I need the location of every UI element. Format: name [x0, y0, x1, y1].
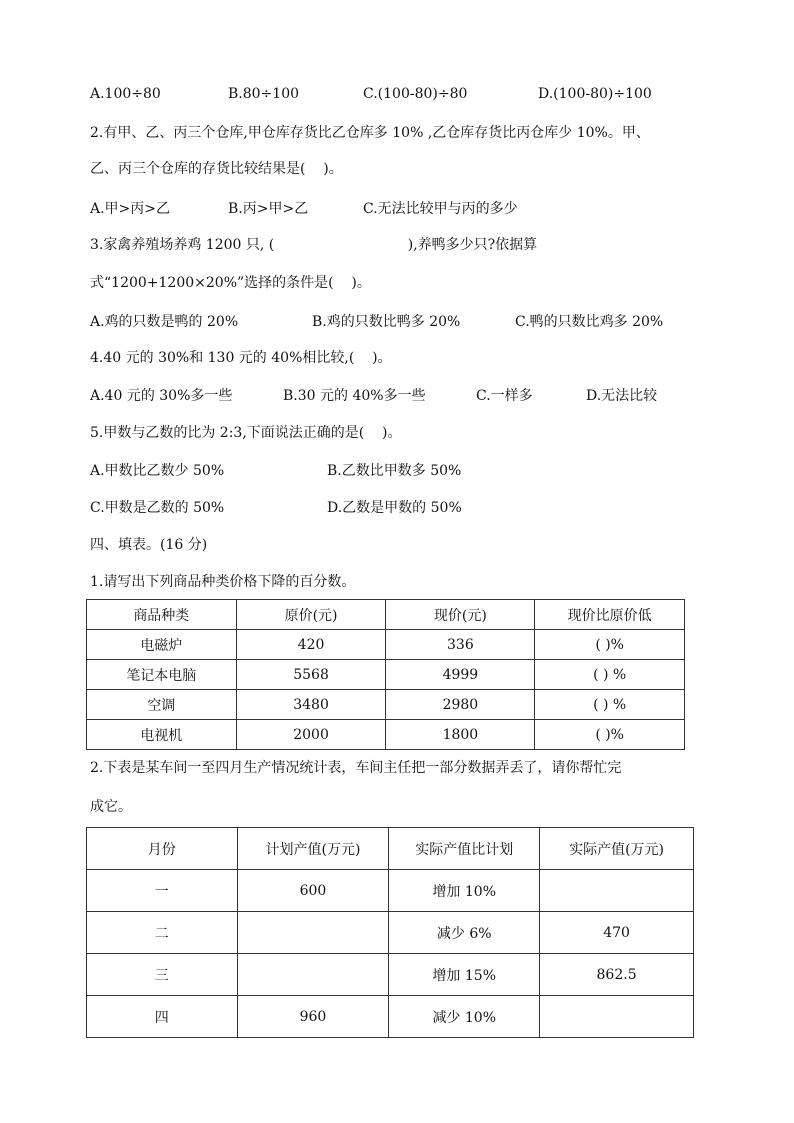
table-header-cell: 现价(元) [386, 600, 535, 630]
table-header-row [87, 828, 694, 870]
table-cell: 三 [87, 954, 238, 996]
q2-option-c: C.无法比较甲与丙的多少 [363, 201, 518, 217]
section-heading: 四、填表。(16 分) [90, 537, 208, 553]
q5-option-c: C.甲数是乙数的 50% [90, 500, 225, 516]
table-cell: 一 [87, 870, 238, 912]
q4-option-c: C.一样多 [476, 388, 533, 404]
table-cell: 420 [236, 630, 386, 660]
table-cell: 电视机 [87, 720, 237, 750]
answer-cell[interactable] [540, 996, 694, 1038]
q4-option-d: D.无法比较 [586, 388, 658, 404]
q2-option-b: B.丙>甲>乙 [228, 201, 309, 217]
table-row [87, 690, 685, 720]
table-header-cell: 计划产值(万元) [237, 828, 389, 870]
q4-option-a: A.40 元的 30%多一些 [90, 388, 233, 404]
q5-line1: 5.甲数与乙数的比为 2:3,下面说法正确的是( )。 [90, 425, 402, 441]
table-header-cell: 现价比原价低 [535, 600, 685, 630]
table-cell: 增加 10% [389, 870, 540, 912]
table-header-cell: 月份 [87, 828, 238, 870]
table-row [87, 954, 694, 996]
q2-option-a: A.甲>丙>乙 [90, 201, 171, 217]
table-header-cell: 实际产值(万元) [540, 828, 694, 870]
production-table [86, 827, 694, 1038]
table-cell: 470 [540, 912, 694, 954]
table-header-cell: 原价(元) [236, 600, 386, 630]
q1-option-a: A.100÷80 [90, 86, 161, 102]
answer-blank[interactable]: ( )% [535, 720, 685, 750]
table-cell: 减少 10% [389, 996, 540, 1038]
table-cell: 600 [237, 870, 389, 912]
table-row [87, 660, 685, 690]
answer-cell[interactable] [237, 954, 389, 996]
table-cell: 336 [386, 630, 535, 660]
table-header-row [87, 600, 685, 630]
table-row [87, 630, 685, 660]
q3-option-c: C.鸭的只数比鸡多 20% [515, 314, 664, 330]
table-cell: 减少 6% [389, 912, 540, 954]
table-cell: 笔记本电脑 [87, 660, 237, 690]
answer-cell[interactable] [540, 870, 694, 912]
table-cell: 862.5 [540, 954, 694, 996]
q5-option-d: D.乙数是甲数的 50% [327, 500, 462, 516]
answer-blank[interactable]: ( ) % [535, 660, 685, 690]
table-cell: 1800 [386, 720, 535, 750]
q5-option-a: A.甲数比乙数少 50% [90, 463, 225, 479]
table-cell: 空调 [87, 690, 237, 720]
table-cell: 4999 [386, 660, 535, 690]
table-cell: 2980 [386, 690, 535, 720]
table2-intro-line2: 成它。 [90, 799, 132, 815]
table-header-cell: 实际产值比计划 [389, 828, 540, 870]
q3-line2: 式“1200+1200×20%”选择的条件是( )。 [90, 275, 371, 291]
table-header-cell: 商品种类 [87, 600, 237, 630]
table2-intro-line1: 2.下表是某车间一至四月生产情况统计表，车间主任把一部分数据弄丢了，请你帮忙完 [90, 760, 622, 776]
price-table [86, 599, 685, 750]
answer-cell[interactable] [237, 912, 389, 954]
table-row [87, 720, 685, 750]
table-cell: 电磁炉 [87, 630, 237, 660]
q3-line1: 3.家禽养殖场养鸡 1200 只, ( ),养鸭多少只?依据算 [90, 237, 538, 253]
table-cell: 960 [237, 996, 389, 1038]
table-row [87, 996, 694, 1038]
answer-blank[interactable]: ( )% [535, 630, 685, 660]
q4-option-b: B.30 元的 40%多一些 [283, 388, 426, 404]
table1-title: 1.请写出下列商品种类价格下降的百分数。 [90, 574, 356, 590]
table-cell: 二 [87, 912, 238, 954]
q3-option-b: B.鸡的只数比鸭多 20% [312, 314, 461, 330]
q2-line1: 2.有甲、乙、丙三个仓库,甲仓库存货比乙仓库多 10% ,乙仓库存货比丙仓库少 10%。甲、 [90, 125, 650, 141]
q1-option-b: B.80÷100 [228, 86, 300, 102]
q3-option-a: A.鸡的只数是鸭的 20% [90, 314, 239, 330]
table-cell: 2000 [236, 720, 386, 750]
q4-line1: 4.40 元的 30%和 130 元的 40%相比较,( )。 [90, 350, 392, 366]
answer-blank[interactable]: ( ) % [535, 690, 685, 720]
q5-option-b: B.乙数比甲数多 50% [327, 463, 462, 479]
q2-line2: 乙、丙三个仓库的存货比较结果是( )。 [90, 161, 343, 177]
table-cell: 四 [87, 996, 238, 1038]
table-cell: 5568 [236, 660, 386, 690]
q1-option-c: C.(100-80)÷80 [363, 86, 468, 102]
table-row [87, 870, 694, 912]
table-cell: 增加 15% [389, 954, 540, 996]
table-cell: 3480 [236, 690, 386, 720]
q1-option-d: D.(100-80)÷100 [538, 86, 652, 102]
table-row [87, 912, 694, 954]
